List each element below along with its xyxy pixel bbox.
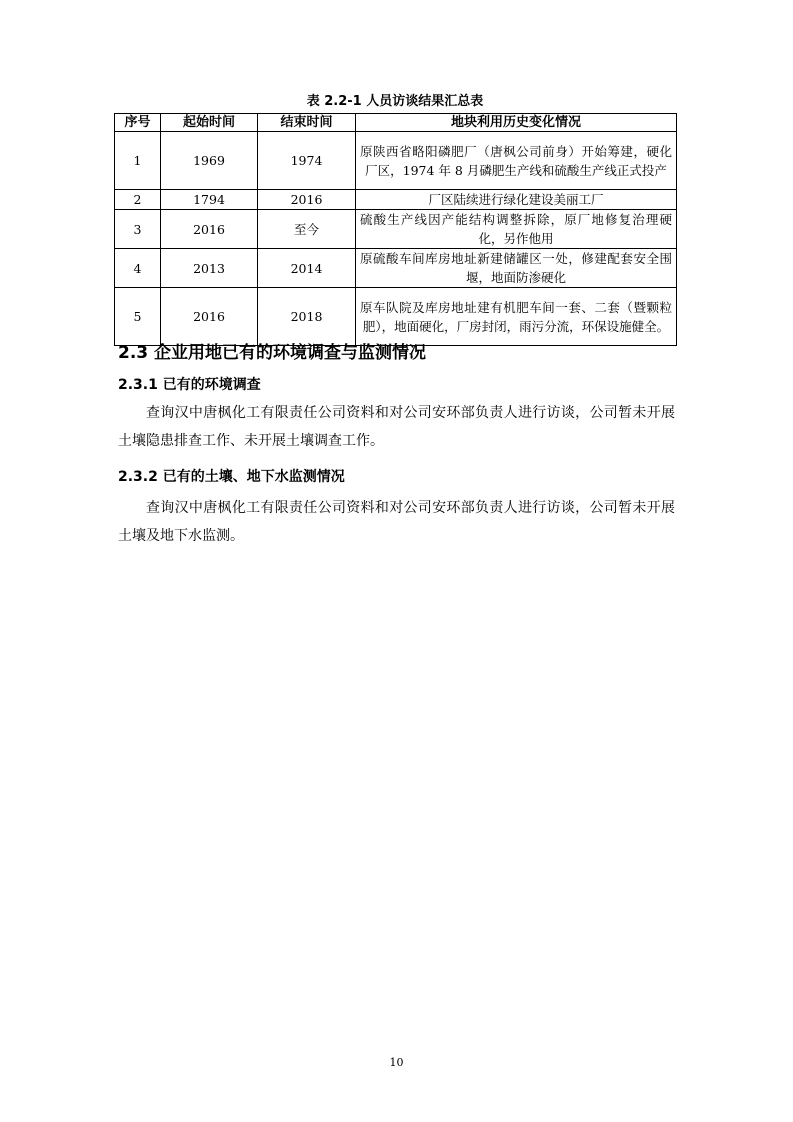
- section-heading-2-3-2: 2.3.2 已有的土壤、地下水监测情况: [118, 469, 345, 485]
- table-row: [115, 210, 677, 249]
- cell-no: 3: [115, 210, 161, 249]
- cell-start: 1794: [161, 190, 258, 210]
- cell-desc: 原车队院及库房地址建有机肥车间一套、二套（暨颗粒肥），地面硬化，厂房封闭，雨污分流，环保设施健全。: [356, 288, 677, 346]
- cell-no: 5: [115, 288, 161, 346]
- cell-end: 2018: [258, 288, 356, 346]
- cell-end: 1974: [258, 132, 356, 190]
- section-paragraph-2-3-2: 查询汉中唐枫化工有限责任公司资料和对公司安环部负责人进行访谈，公司暂未开展土壤及地下水监测。: [118, 500, 675, 544]
- table-caption: 表 2.2-1 人员访谈结果汇总表: [306, 94, 484, 109]
- header-start-time: 起始时间: [161, 114, 258, 132]
- header-history: 地块利用历史变化情况: [356, 114, 677, 132]
- cell-desc: 原硫酸车间库房地址新建储罐区一处，修建配套安全围堰，地面防渗硬化: [356, 249, 677, 288]
- cell-no: 4: [115, 249, 161, 288]
- table-row: [115, 132, 677, 190]
- header-no: 序号: [115, 114, 161, 132]
- header-end-time: 结束时间: [258, 114, 356, 132]
- section-heading-2-3-1: 2.3.1 已有的环境调查: [118, 377, 261, 393]
- cell-end: 2014: [258, 249, 356, 288]
- cell-end: 2016: [258, 190, 356, 210]
- cell-no: 1: [115, 132, 161, 190]
- cell-end: 至今: [258, 210, 356, 249]
- cell-start: 1969: [161, 132, 258, 190]
- cell-start: 2016: [161, 288, 258, 346]
- table-row: [115, 249, 677, 288]
- cell-desc: 厂区陆续进行绿化建设美丽工厂: [356, 190, 677, 210]
- cell-desc: 硫酸生产线因产能结构调整拆除，原厂地修复治理硬化，另作他用: [356, 210, 677, 249]
- cell-no: 2: [115, 190, 161, 210]
- section-paragraph-2-3-1: 查询汉中唐枫化工有限责任公司资料和对公司安环部负责人进行访谈，公司暂未开展土壤隐患排查工作、未开展土壤调查工作。: [118, 405, 675, 449]
- page-number: 10: [389, 1056, 404, 1069]
- land-use-history-table: [114, 113, 677, 346]
- section-heading-2-3: 2.3 企业用地已有的环境调查与监测情况: [118, 343, 427, 363]
- table-row: [115, 288, 677, 346]
- table-header-row: [115, 114, 677, 132]
- cell-start: 2016: [161, 210, 258, 249]
- cell-desc: 原陕西省略阳磷肥厂（唐枫公司前身）开始筹建，硬化厂区，1974 年 8 月磷肥生产线和硫酸生产线正式投产: [356, 132, 677, 190]
- cell-start: 2013: [161, 249, 258, 288]
- table-row: [115, 190, 677, 210]
